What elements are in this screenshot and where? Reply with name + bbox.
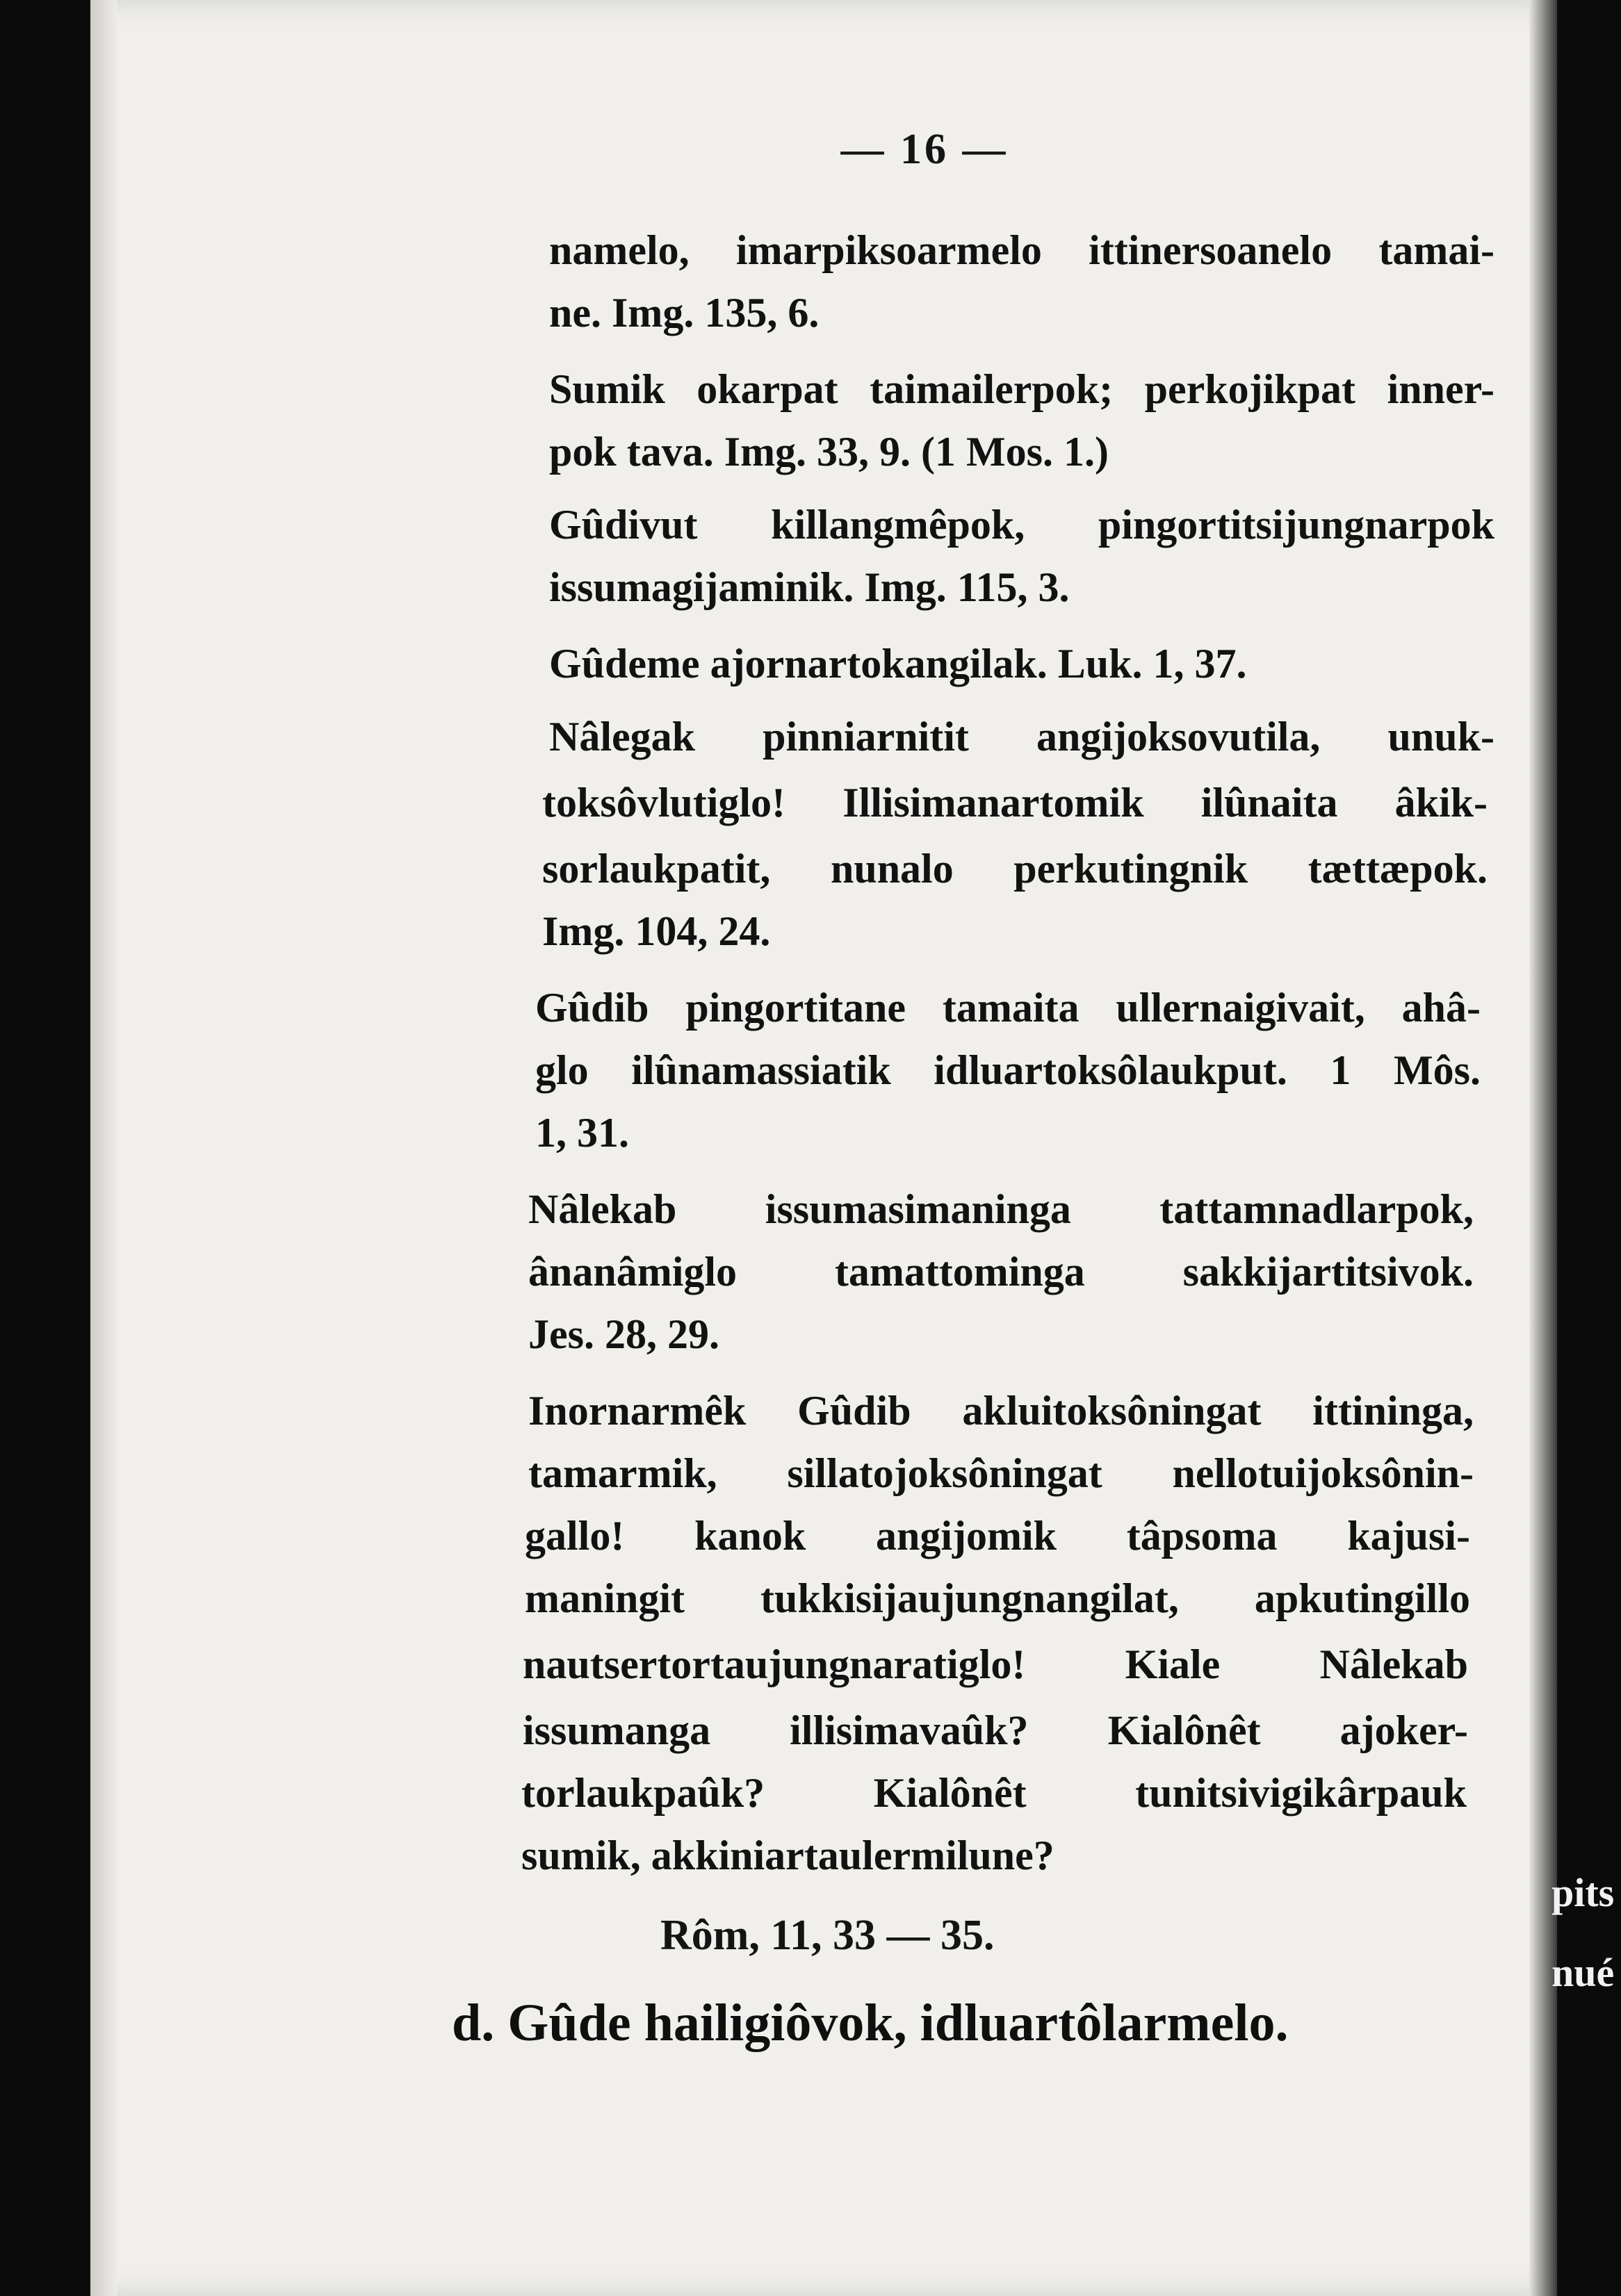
section-heading: d. Gûde hailigiôvok, idluartôlarmelo.	[452, 1994, 1289, 2052]
text-line: issumagijaminik. Img. 115, 3.	[549, 566, 1070, 610]
text-line: pok tava. Img. 33, 9. (1 Mos. 1.)	[549, 431, 1109, 475]
text-line: Jes. 28, 29.	[528, 1313, 719, 1357]
text-line: gallo! kanok angijomik tâpsoma kajusi-	[525, 1515, 1470, 1559]
next-page-fragment: pits	[1551, 1870, 1615, 1915]
text-line: Gûdeme ajornartokangilak. Luk. 1, 37.	[549, 643, 1247, 687]
page-gutter-shadow	[90, 0, 117, 2296]
text-line: ânanâmiglo tamattominga sakkijartitsivok.	[528, 1251, 1474, 1295]
text-line: 1, 31.	[535, 1112, 629, 1156]
text-line: sumik, akkiniartaulermilune?	[521, 1835, 1054, 1878]
text-line: namelo, imarpiksoarmelo ittinersoanelo tamai-	[549, 229, 1494, 273]
text-line: Img. 104, 24.	[542, 910, 771, 954]
text-line: torlaukpaûk? Kialônêt tunitsivigikârpauk	[521, 1772, 1467, 1816]
text-line: Gûdivut killangmêpok, pingortitsijungnarpok	[549, 504, 1494, 548]
text-line: nautsertortaujungnaratiglo! Kiale Nâlekab	[523, 1643, 1468, 1687]
text-line: Sumik okarpat taimailerpok; perkojikpat inner-	[549, 368, 1494, 412]
text-line: maningit tukkisijaujungnangilat, apkutingillo	[525, 1577, 1470, 1621]
text-line: issumanga illisimavaûk? Kialônêt ajoker-	[523, 1709, 1468, 1753]
text-line: tamarmik, sillatojoksôningat nellotuijoksônin-	[528, 1452, 1474, 1496]
page-number: — 16 —	[840, 126, 1009, 173]
next-page-fragment: nué	[1551, 1950, 1615, 1995]
text-line: ne. Img. 135, 6.	[549, 292, 820, 336]
text-line: Nâlegak pinniarnitit angijoksovutila, unuk-	[549, 716, 1494, 760]
text-line: Nâlekab issumasimaninga tattamnadlarpok,	[528, 1188, 1474, 1232]
text-line: glo ilûnamassiatik idluartoksôlaukput. 1 Môs.	[535, 1049, 1481, 1093]
text-line: Inornarmêk Gûdib akluitoksôningat ittininga,	[528, 1390, 1474, 1434]
scripture-reference: Rôm, 11, 33 — 35.	[660, 1912, 995, 1959]
text-line: Gûdib pingortitane tamaita ullernaigivait, ahâ-	[535, 987, 1481, 1031]
text-line: toksôvlutiglo! Illisimanartomik ilûnaita âkik-	[542, 782, 1488, 826]
text-line: sorlaukpatit, nunalo perkutingnik tættæpok.	[542, 848, 1488, 892]
